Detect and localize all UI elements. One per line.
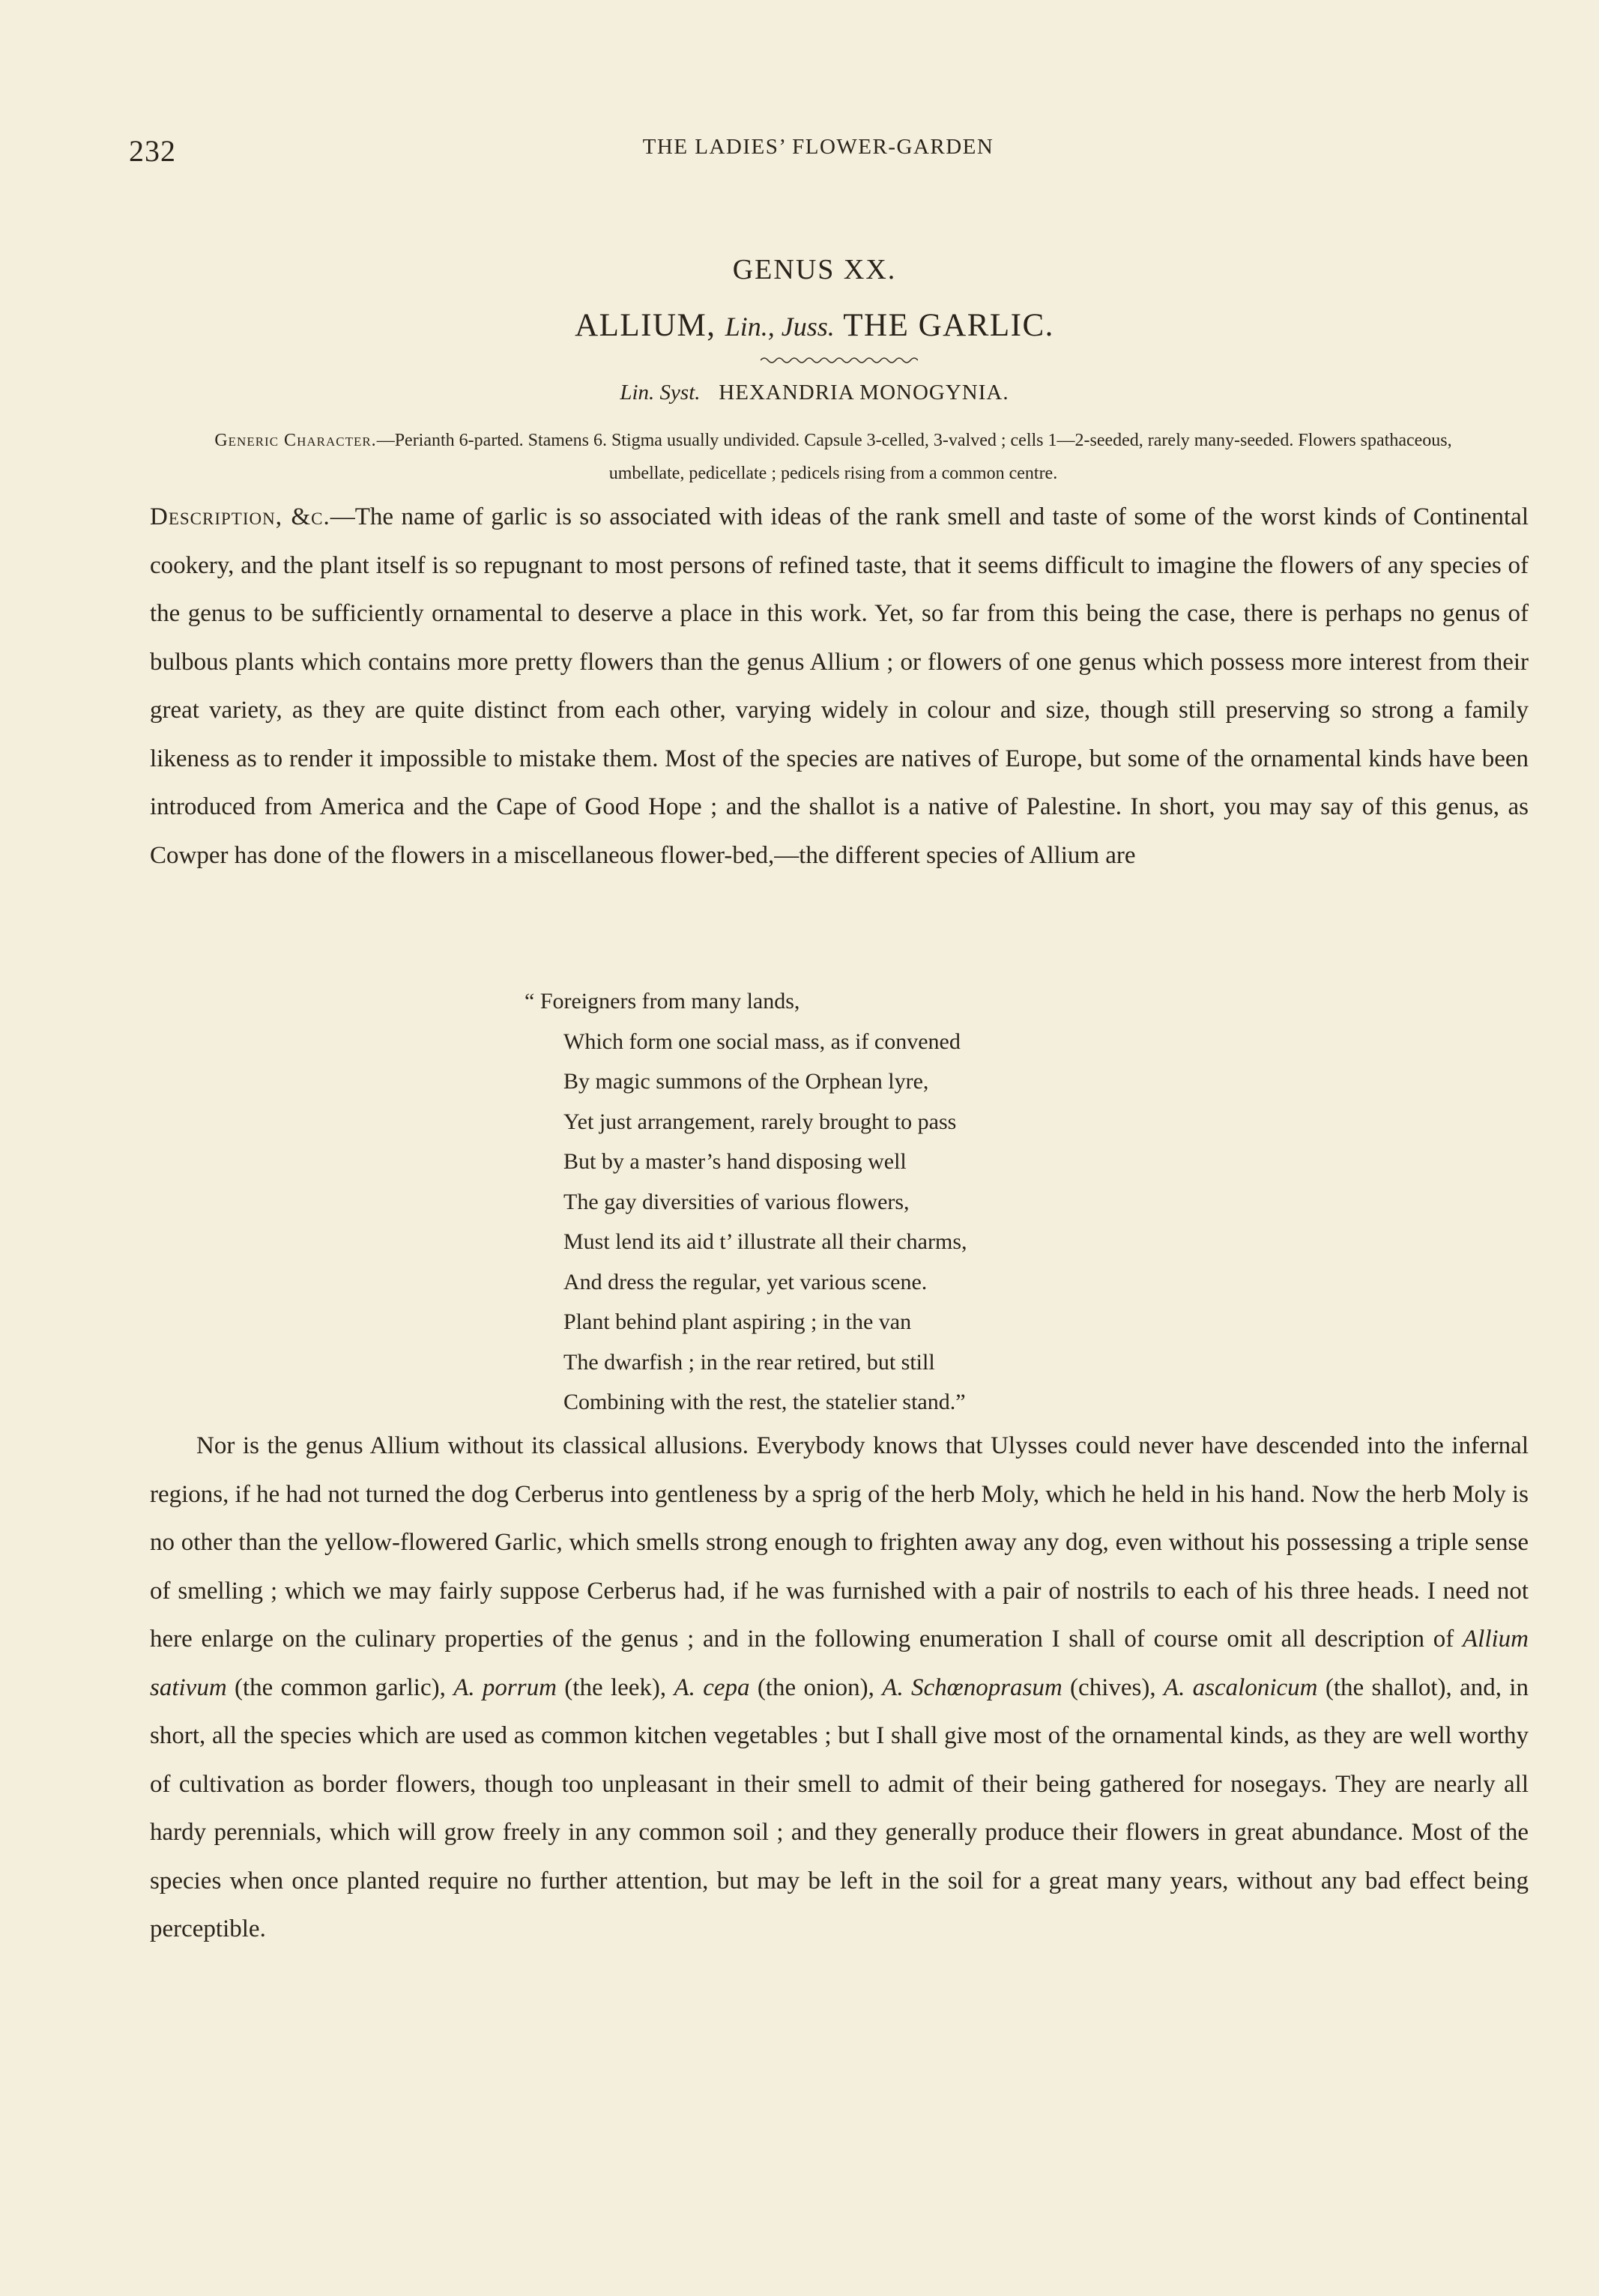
genus-name: ALLIUM, bbox=[575, 308, 716, 343]
poem-line: By magic summons of the Orphean lyre, bbox=[563, 1069, 929, 1094]
generic-character-label: Generic Character. bbox=[214, 431, 377, 450]
classification-value: HEXANDRIA MONOGYNIA. bbox=[719, 381, 1009, 405]
species-name: A. ascalonicum bbox=[1163, 1673, 1318, 1701]
poem-line: Yet just arrangement, rarely brought to pass bbox=[563, 1109, 957, 1134]
species-name: A. porrum bbox=[453, 1673, 557, 1701]
genus-authority: Lin., Juss. bbox=[725, 312, 835, 342]
description-label: Description, &c. bbox=[150, 503, 330, 530]
generic-character bbox=[196, 424, 1470, 490]
classification-label: Lin. Syst. bbox=[620, 381, 701, 405]
species-name: Allium sativum bbox=[150, 1626, 1529, 1701]
poem-line: But by a master’s hand disposing well bbox=[563, 1149, 907, 1174]
poem-line: The gay diversities of various flowers, bbox=[563, 1189, 910, 1214]
genus-common-name: THE GARLIC. bbox=[843, 308, 1054, 343]
poem-line: Plant behind plant aspiring ; in the van bbox=[563, 1309, 912, 1334]
allusions-text: (chives), bbox=[1062, 1673, 1164, 1701]
description-text: —The name of garlic is so associated with ideas of the rank smell and taste of some of the worst kinds of Continental cookery, and the plant itself is so repugnant to most persons of refined taste, that it seems difficult to imagine the flowers of any species of the genus to be sufficiently ornamental to deserve a place in this work. Yet, so far from this being the case, there is perhaps no genus of bulbous plants which contains more pretty flowers than the genus Allium ; or flowers of one genus which possess more interest from their great variety, as they are quite distinct from each other, varying widely in colour and size, though still preserving so strong a family likeness as to render it impossible to mistake them. Most of the species are natives of Europe, but some of the ornamental kinds have been introduced from America and the Cape of Good Hope ; and the shallot is a native of Palestine. In short, you may say of this genus, as Cowper has done of the flowers in a miscellaneous flower-bed,—the different species of Allium are bbox=[150, 503, 1529, 869]
page-number: 232 bbox=[129, 134, 176, 168]
ornamental-rule bbox=[761, 355, 918, 366]
poem-line: “ Foreigners from many lands, bbox=[525, 989, 800, 1014]
species-name: A. cepa bbox=[674, 1673, 750, 1701]
classification-line bbox=[0, 381, 1599, 405]
allusions-text: (the leek), bbox=[556, 1673, 674, 1701]
description-paragraph bbox=[150, 493, 1529, 879]
allusions-text: (the common garlic), bbox=[226, 1673, 454, 1701]
allusions-text: (the onion), bbox=[749, 1673, 883, 1701]
generic-character-text: —Perianth 6-parted. Stamens 6. Stigma usually undivided. Capsule 3-celled, 3-valved ; cells 1—2-seeded, rarely many-seeded. Flowers spathaceous, umbellate, pedicellate ; pedicels rising from a common centre. bbox=[376, 431, 1452, 483]
species-name: A. Schœnoprasum bbox=[882, 1673, 1063, 1701]
running-head: THE LADIES’ FLOWER-GARDEN bbox=[642, 135, 994, 159]
genus-heading: GENUS XX. bbox=[732, 254, 897, 285]
poem-quote bbox=[525, 981, 967, 1423]
allusions-paragraph bbox=[150, 1422, 1529, 1954]
poem-line: Must lend its aid t’ illustrate all their charms, bbox=[563, 1229, 967, 1254]
poem-line: Which form one social mass, as if convened bbox=[563, 1029, 961, 1054]
allusions-text: Nor is the genus Allium without its classical allusions. Everybody knows that Ulysses could never have descended into the infernal regions, if he had not turned the dog Cerberus into gentleness by a sprig of the herb Moly, which he held in his hand. Now the herb Moly is no other than the yellow-flowered Garlic, which smells strong enough to frighten away any dog, even without his possessing a triple sense of smelling ; which we may fairly suppose Cerberus had, if he was furnished with a pair of nostrils to each of his three heads. I need not here enlarge on the culinary properties of the genus ; and in the following enumeration I shall of course omit all description of bbox=[150, 1432, 1529, 1653]
allusions-text: (the shallot), and, in short, all the species which are used as common kitchen vegetables ; but I shall give most of the ornamental kinds, as they are well worthy of cultivation as border flowers, though too unpleasant in their smell to admit of their being gathered for nosegays. They are nearly all hardy perennials, which will grow freely in any common soil ; and they generally produce their flowers in great abundance. Most of the species when once planted require no further attention, but may be left in the soil for a great many years, without any bad effect being perceptible. bbox=[150, 1673, 1529, 1942]
genus-title bbox=[0, 307, 1599, 344]
poem-line: Combining with the rest, the statelier stand.” bbox=[563, 1390, 966, 1414]
poem-line: And dress the regular, yet various scene. bbox=[563, 1269, 928, 1294]
poem-line: The dwarfish ; in the rear retired, but still bbox=[563, 1349, 935, 1375]
